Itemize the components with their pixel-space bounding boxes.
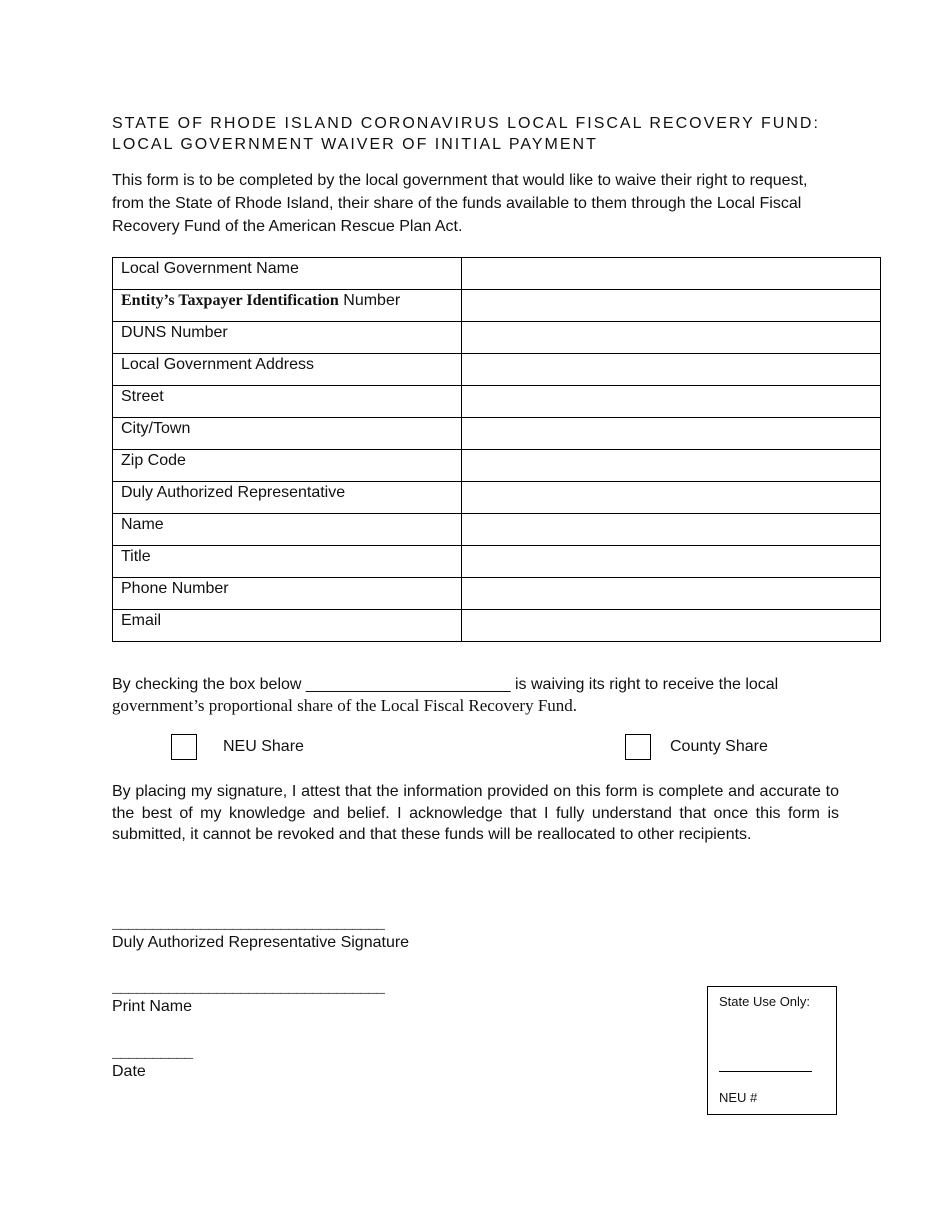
signature-block <box>112 917 409 953</box>
row-label-title: Title <box>113 546 462 578</box>
state-use-only-box <box>707 986 837 1115</box>
neu-share-label: NEU Share <box>223 738 304 755</box>
print-name-label: Print Name <box>112 998 193 1015</box>
row-label-taxpayer-id <box>113 290 462 322</box>
phone-number-field[interactable] <box>462 578 881 610</box>
row-label-local-government-address: Local Government Address <box>113 354 462 386</box>
table-row <box>113 354 881 386</box>
row-label-duns-number: DUNS Number <box>113 322 462 354</box>
city-town-field[interactable] <box>462 418 881 450</box>
table-row <box>113 258 881 290</box>
county-share-checkbox[interactable] <box>625 734 651 760</box>
street-field[interactable] <box>462 386 881 418</box>
row-label-email: Email <box>113 610 462 642</box>
title-field[interactable] <box>462 546 881 578</box>
signature-label: Duly Authorized Representative Signature <box>112 934 410 951</box>
neu-number-line <box>719 1071 812 1072</box>
row-label-city-town: City/Town <box>113 418 462 450</box>
local-government-info-table <box>112 257 881 642</box>
name-field[interactable] <box>462 514 881 546</box>
form-title-line-2: LOCAL GOVERNMENT WAIVER OF INITIAL PAYMENT <box>112 136 598 153</box>
row-label-name: Name <box>113 514 462 546</box>
local-government-name-field[interactable] <box>462 258 881 290</box>
form-title <box>112 113 852 155</box>
waiver-statement <box>112 674 842 717</box>
intro-paragraph: This form is to be completed by the local government that would like to waive their right to request, from the State of Rhode Island, their share of the funds available to them through the Local Fiscal Recovery Fund of the American Rescue Plan Act. <box>112 172 808 235</box>
authorized-representative-field[interactable] <box>462 482 881 514</box>
attestation-paragraph: By placing my signature, I attest that the information provided on this form is complete and accurate to the best of my knowledge and belief. I acknowledge that I fully understand that once this form is submitted, it cannot be revoked and that these funds will be reallocated to other recipients. <box>112 783 839 843</box>
date-line[interactable]: __________ <box>112 1045 193 1062</box>
table-row <box>113 514 881 546</box>
zip-code-field[interactable] <box>462 450 881 482</box>
table-row <box>113 290 881 322</box>
neu-share-checkbox[interactable] <box>171 734 197 760</box>
date-label: Date <box>112 1063 146 1080</box>
waiver-statement-line-1: By checking the box below _______________________ is waiving its right to receive the local <box>112 676 779 693</box>
table-row <box>113 322 881 354</box>
local-government-address-field[interactable] <box>462 354 881 386</box>
email-field[interactable] <box>462 610 881 642</box>
print-name-line[interactable]: __________________________________ <box>112 980 385 997</box>
table-row <box>113 546 881 578</box>
row-label-street: Street <box>113 386 462 418</box>
neu-share-option <box>171 734 304 760</box>
waiver-statement-line-2: government’s proportional share of the Local Fiscal Recovery Fund. <box>112 696 578 715</box>
state-use-only-title: State Use Only: <box>719 994 811 1009</box>
print-name-block <box>112 981 384 1017</box>
table-row <box>113 610 881 642</box>
taxpayer-id-field[interactable] <box>462 290 881 322</box>
table-row <box>113 578 881 610</box>
row-label-zip-code: Zip Code <box>113 450 462 482</box>
county-share-label: County Share <box>670 738 768 755</box>
neu-number-label: NEU # <box>719 1090 758 1105</box>
row-label-authorized-representative: Duly Authorized Representative <box>113 482 462 514</box>
county-share-option <box>625 734 768 760</box>
row-label-phone-number: Phone Number <box>113 578 462 610</box>
date-block <box>112 1046 192 1082</box>
form-title-line-1: STATE OF RHODE ISLAND CORONAVIRUS LOCAL FISCAL RECOVERY FUND: <box>112 115 820 132</box>
taxpayer-id-label-bold: Entity’s Taxpayer Identification <box>121 292 339 309</box>
duns-number-field[interactable] <box>462 322 881 354</box>
table-row <box>113 386 881 418</box>
table-row <box>113 418 881 450</box>
taxpayer-id-label-rest: Number <box>338 292 401 309</box>
signature-line[interactable]: __________________________________ <box>112 916 385 933</box>
row-label-local-government-name: Local Government Name <box>113 258 462 290</box>
table-row <box>113 482 881 514</box>
table-row <box>113 450 881 482</box>
